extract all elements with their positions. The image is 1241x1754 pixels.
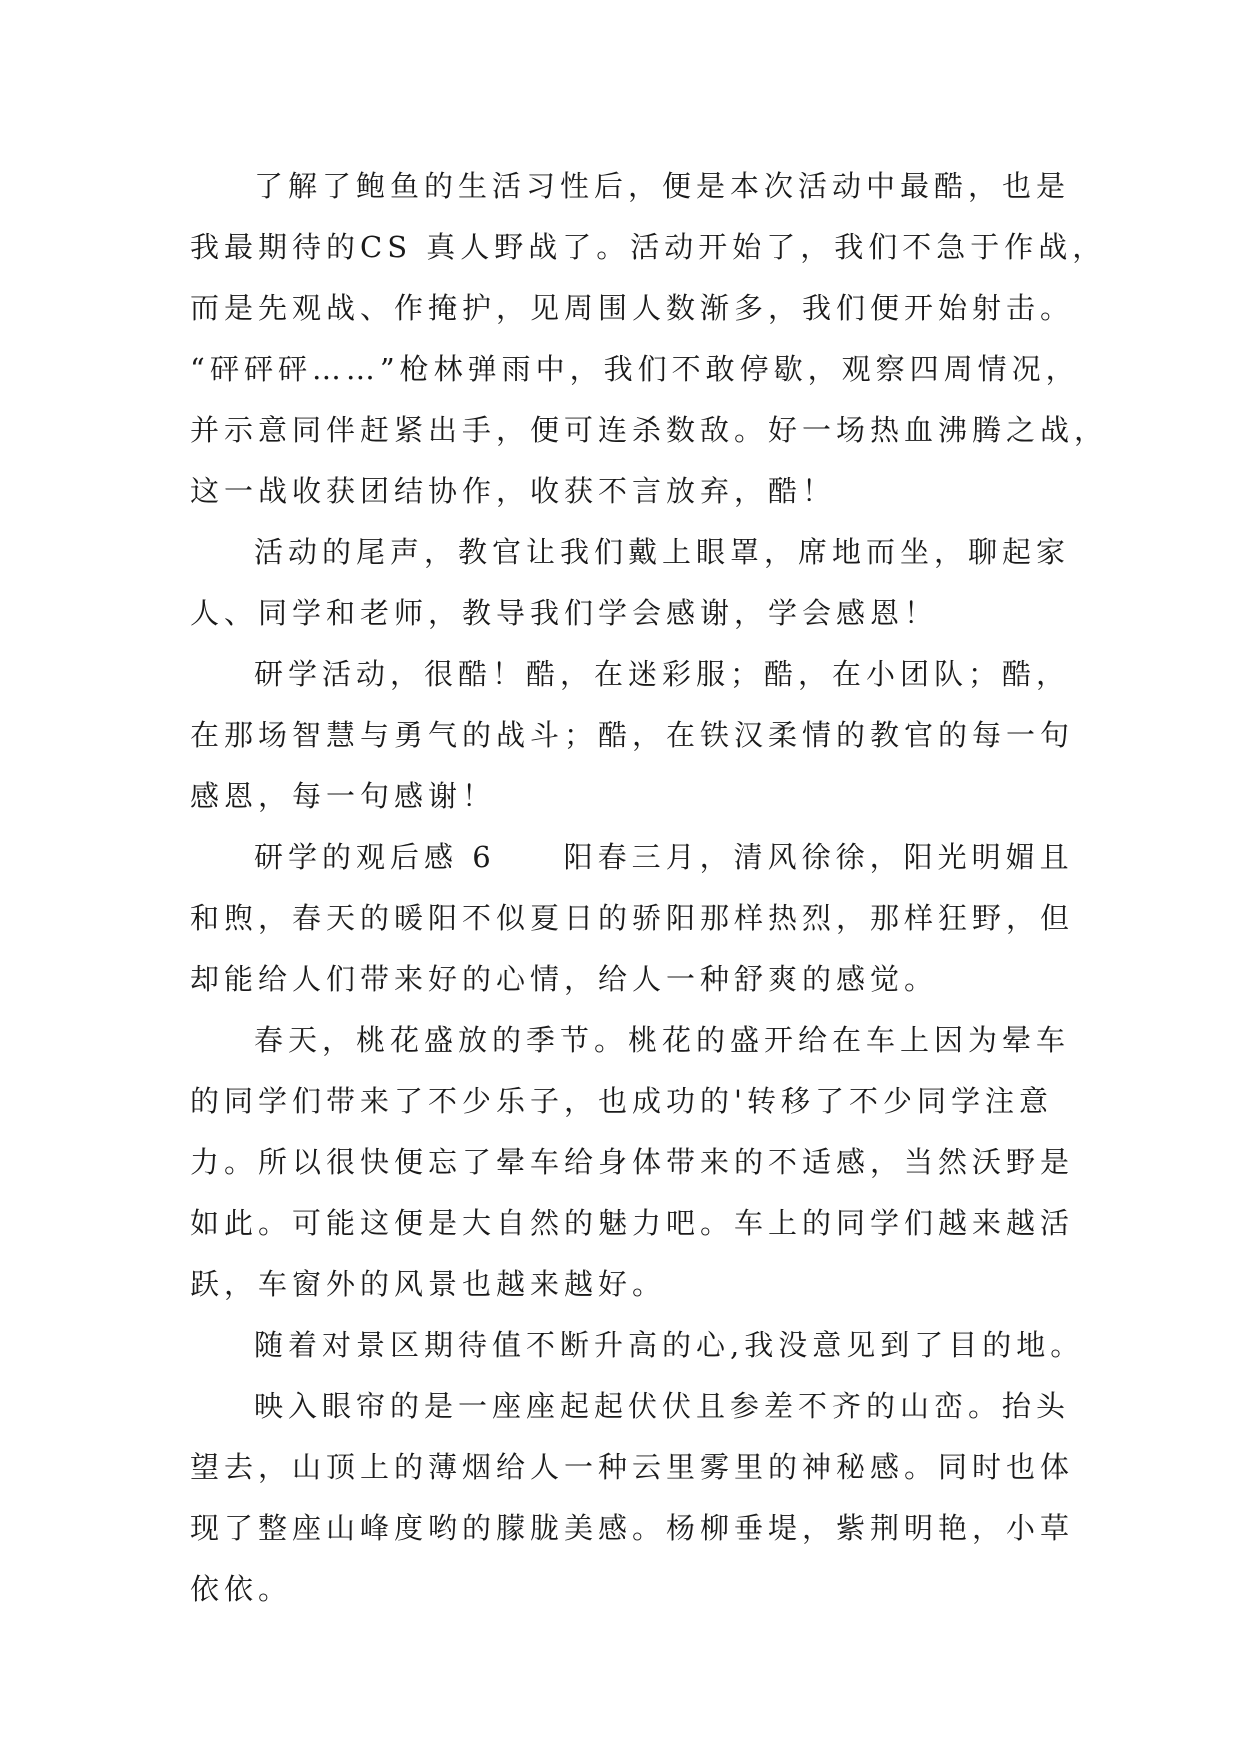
paragraph-cs-battle <box>190 156 1109 522</box>
text-line: 却能给人们带来好的心情，给人一种舒爽的感觉。 <box>190 962 939 996</box>
text-line: 的同学们带来了不少乐子，也成功的'转移了不少同学注意 <box>190 1084 1053 1118</box>
text-line: 研学活动，很酷！酷，在迷彩服；酷，在小团队；酷， <box>254 657 1071 691</box>
paragraph-mountains <box>190 1376 1075 1620</box>
paragraph-essay-6-intro <box>190 827 1075 1010</box>
text-line: 如此。可能这便是大自然的魅力吧。车上的同学们越来越活 <box>190 1206 1075 1240</box>
text-line: 力。所以很快便忘了晕车给身体带来的不适感，当然沃野是 <box>190 1145 1075 1179</box>
text-line: 研学的观后感 6 阳春三月，清风徐徐，阳光明媚且 <box>254 840 1074 874</box>
text-line: 这一战收获团结协作，收获不言放弃，酷！ <box>190 474 837 508</box>
paragraph-activity-end <box>190 522 1071 644</box>
paragraph-arrival <box>190 1315 1085 1376</box>
text-line: 和煦，春天的暖阳不似夏日的骄阳那样热烈，那样狂野，但 <box>190 901 1075 935</box>
text-line: 依依。 <box>190 1572 293 1606</box>
text-line: 感恩，每一句感谢！ <box>190 779 497 813</box>
text-line: 望去，山顶上的薄烟给人一种云里雾里的神秘感。同时也体 <box>190 1450 1075 1484</box>
text-line: 并示意同伴赶紧出手，便可连杀数敌。好一场热血沸腾之战， <box>190 413 1109 447</box>
text-line: 我最期待的CS 真人野战了。活动开始了，我们不急于作战， <box>190 230 1107 264</box>
text-line: 映入眼帘的是一座座起起伏伏且参差不齐的山峦。抬头 <box>254 1389 1071 1423</box>
text-line: 随着对景区期待值不断升高的心,我没意见到了目的地。 <box>254 1328 1085 1362</box>
text-line: 在那场智慧与勇气的战斗；酷，在铁汉柔情的教官的每一句 <box>190 718 1075 752</box>
text-line: 春天，桃花盛放的季节。桃花的盛开给在车上因为晕车 <box>254 1023 1071 1057</box>
paragraph-summary <box>190 644 1075 827</box>
text-line: 跃，车窗外的风景也越来越好。 <box>190 1267 667 1301</box>
text-line: “砰砰砰……”枪林弹雨中，我们不敢停歇，观察四周情况， <box>190 352 1080 386</box>
text-line: 人、同学和老师，教导我们学会感谢，学会感恩！ <box>190 596 939 630</box>
paragraph-spring-peach <box>190 1010 1075 1315</box>
text-line: 了解了鲍鱼的生活习性后，便是本次活动中最酷，也是 <box>254 169 1071 203</box>
text-line: 活动的尾声，教官让我们戴上眼罩，席地而坐，聊起家 <box>254 535 1071 569</box>
text-line: 而是先观战、作掩护，见周围人数渐多，我们便开始射击。 <box>190 291 1075 325</box>
document-body <box>190 156 1109 1620</box>
text-line: 现了整座山峰度哟的朦胧美感。杨柳垂堤，紫荆明艳，小草 <box>190 1511 1075 1545</box>
